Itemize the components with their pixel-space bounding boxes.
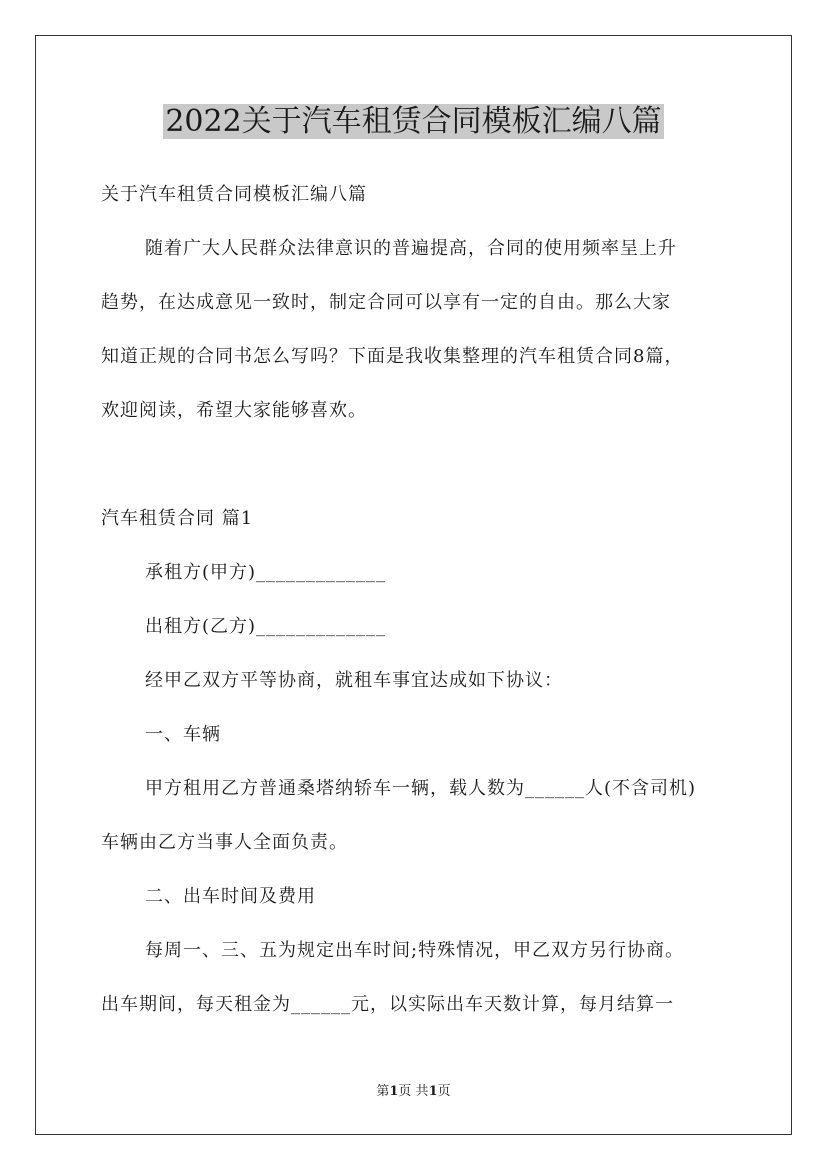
body-line-11: 甲方租用乙方普通桑塔纳轿车一辆，载人数为______人(不含司机) <box>145 778 697 799</box>
body-line-12: 车辆由乙方当事人全面负责。 <box>101 832 348 853</box>
lessee-line: 承租方(甲方)_____________ <box>145 562 387 583</box>
section-heading-1: 汽车租赁合同 篇1 <box>101 508 254 529</box>
page-suffix: 页 <box>437 1084 451 1099</box>
document-title-text: 2022关于汽车租赁合同模板汇编八篇 <box>165 104 662 139</box>
agreement-intro: 经甲乙双方平等协商，就租车事宜达成如下协议： <box>145 670 563 691</box>
body-line-15: 出车期间，每天租金为______元，以实际出车天数计算，每月结算一 <box>101 994 674 1015</box>
paragraph-gap <box>101 438 741 492</box>
page-mid: 页 共 <box>398 1084 429 1099</box>
page-current: 1 <box>389 1084 399 1099</box>
lessor-line: 出租方(乙方)_____________ <box>145 616 387 637</box>
page-total: 1 <box>428 1084 438 1099</box>
body-line-4: 欢迎阅读，希望大家能够喜欢。 <box>101 400 367 421</box>
body-line-3: 知道正规的合同书怎么写吗？下面是我收集整理的汽车租赁合同8篇， <box>101 346 684 367</box>
clause-heading-vehicle: 一、车辆 <box>145 724 221 745</box>
body-line-14: 每周一、三、五为规定出车时间;特殊情况，甲乙双方另行协商。 <box>145 940 685 961</box>
clause-heading-time-fee: 二、出车时间及费用 <box>145 886 316 907</box>
document-title <box>0 100 827 144</box>
body-line-1: 随着广大人民群众法律意识的普遍提高，合同的使用频率呈上升 <box>145 238 677 259</box>
page-footer <box>0 1082 827 1102</box>
document-body <box>101 168 741 1032</box>
body-line-0: 关于汽车租赁合同模板汇编八篇 <box>101 184 367 205</box>
body-line-2: 趋势，在达成意见一致时，制定合同可以享有一定的自由。那么大家 <box>101 292 671 313</box>
page-prefix: 第 <box>376 1084 390 1099</box>
